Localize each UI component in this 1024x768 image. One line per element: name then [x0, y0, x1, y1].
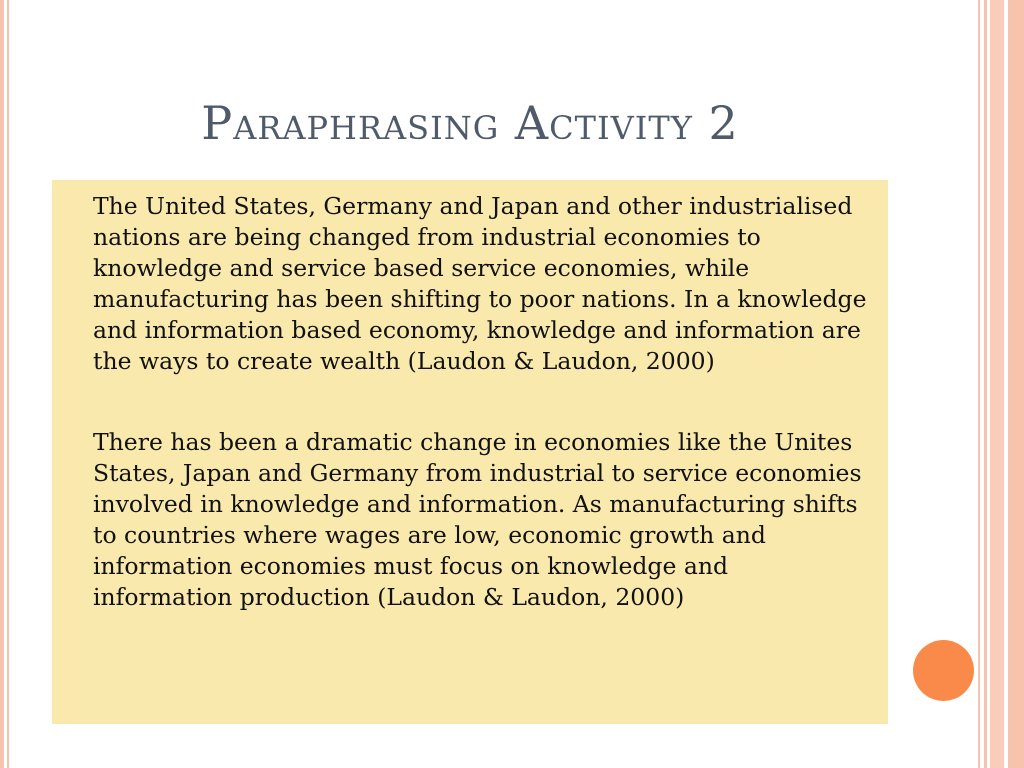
right-frame-stripe — [984, 0, 987, 768]
right-frame-stripe — [990, 0, 1004, 768]
right-frame-stripe — [1008, 0, 1024, 768]
slide-title: Paraphrasing Activity 2 — [201, 96, 739, 150]
accent-circle-icon — [913, 640, 974, 701]
content-box — [52, 180, 888, 724]
paragraph-original: The United States, Germany and Japan and other industrialised nations are being changed from industrial economies to knowledge and service based service economies, while manufacturing has been shifting to poor nations. In a knowledge and information based economy, knowledge and information are the ways to create wealth (Laudon & Laudon, 2000) — [93, 192, 867, 375]
right-frame-stripe — [978, 0, 980, 768]
paragraph-paraphrase: There has been a dramatic change in economies like the Unites States, Japan and Germany from industrial to service economies involved in knowledge and information. As manufacturing shifts to countries where wages are low, economic growth and information economies must focus on knowledge and information production (Laudon & Laudon, 2000) — [93, 428, 862, 611]
